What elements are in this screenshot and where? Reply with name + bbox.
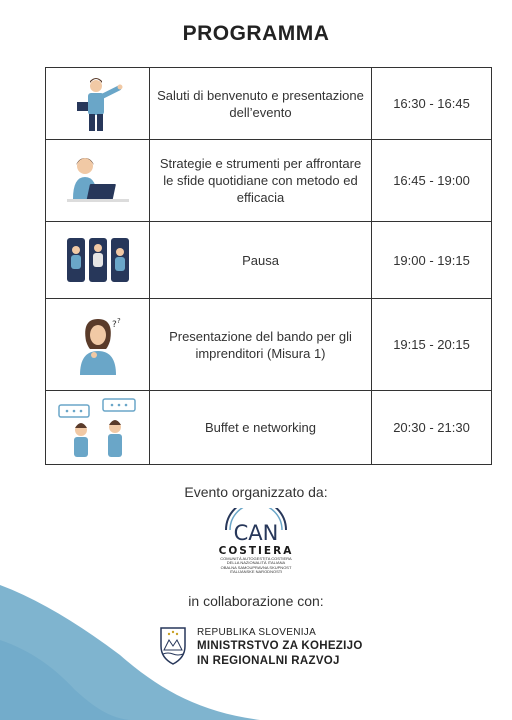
row-time: 19:00 - 19:15 bbox=[372, 222, 492, 299]
table-row bbox=[46, 391, 492, 465]
row-description: Presentazione del bando per gli imprenditori (Misura 1) bbox=[150, 299, 372, 391]
logo-name: COSTIERA bbox=[218, 545, 294, 557]
logo-subtext-1: COMUNITÀ AUTOGESTITA COSTIERA bbox=[220, 556, 292, 561]
logo-subtext-2: DELLA NAZIONALITÀ ITALIANA bbox=[226, 560, 286, 566]
row-time: 20:30 - 21:30 bbox=[372, 391, 492, 465]
logo-subtext-4: ITALIJANSKE NARODNOSTI bbox=[229, 569, 283, 575]
ministry-line-2: MINISTRSTVO ZA KOHEZIJO bbox=[197, 640, 363, 652]
can-logo-mark bbox=[218, 508, 294, 542]
row-time: 16:45 - 19:00 bbox=[372, 140, 492, 222]
table-row bbox=[46, 68, 492, 140]
table-row bbox=[46, 222, 492, 299]
table-row bbox=[46, 299, 492, 391]
video-call-icon bbox=[46, 232, 149, 288]
program-table bbox=[45, 67, 492, 465]
conversation-icon bbox=[46, 397, 149, 459]
collaboration-label: in collaborazione con: bbox=[188, 593, 324, 609]
icon-cell bbox=[46, 222, 150, 299]
page-title: PROGRAMMA bbox=[182, 22, 330, 45]
row-time: 16:30 - 16:45 bbox=[372, 68, 492, 140]
icon-cell bbox=[46, 391, 150, 465]
logo-mark-text: CAN bbox=[233, 521, 279, 542]
row-time: 19:15 - 20:15 bbox=[372, 299, 492, 391]
icon-cell bbox=[46, 140, 150, 222]
row-description: Buffet e networking bbox=[150, 391, 372, 465]
thinking-woman-icon bbox=[46, 313, 149, 377]
table-row bbox=[46, 140, 492, 222]
organizer-logo bbox=[206, 508, 306, 584]
row-description: Strategie e strumenti per affrontare le sfide quotidiane con metodo ed efficacia bbox=[150, 140, 372, 222]
presenter-icon bbox=[46, 74, 149, 134]
icon-cell bbox=[46, 299, 150, 391]
ministry-logo bbox=[154, 624, 374, 674]
ministry-line-1: REPUBLIKA SLOVENIJA bbox=[197, 627, 317, 638]
icon-cell bbox=[46, 68, 150, 140]
laptop-worker-icon bbox=[46, 151, 149, 211]
organizer-label: Evento organizzato da: bbox=[184, 484, 328, 500]
logo-subtext-3: OBALNA SAMOUPRAVNA SKUPNOST bbox=[220, 564, 292, 570]
slovenia-coat-of-arms-icon bbox=[158, 626, 188, 666]
svg-text:?: ? bbox=[116, 316, 121, 325]
row-description: Pausa bbox=[150, 222, 372, 299]
ministry-line-3: IN REGIONALNI RAZVOJ bbox=[197, 655, 340, 667]
row-description: Saluti di benvenuto e presentazione dell’evento bbox=[150, 68, 372, 140]
svg-text:?: ? bbox=[111, 319, 117, 330]
